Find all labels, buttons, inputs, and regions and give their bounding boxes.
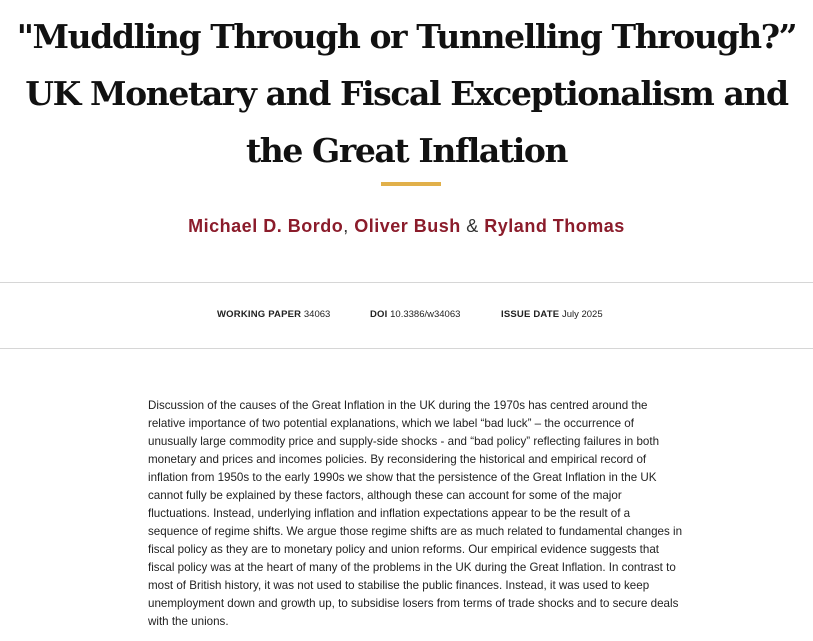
author-link-bush[interactable]: Oliver Bush (354, 216, 461, 236)
working-paper-label: WORKING PAPER (217, 309, 302, 320)
issue-date (501, 309, 603, 320)
paper-title-line: UK Monetary and Fiscal Exceptionalism and (25, 74, 788, 113)
abstract-text: Discussion of the causes of the Great Inflation in the UK during the 1970s has centred around the relative importance of two potential explanations, which we label “bad luck” – the occurrence of unusually large commodity price and supply-side shocks - and “bad policy” reflecting failures in both monetary and prices and incomes policies. By reconsidering the historical and empirical record of inflation from 1950s to the early 1990s we show that the persistence of the Great Inflation in the UK cannot fully be explained by these factors, although these can account for some of the major fluctuations. Instead, underlying inflation and inflation expectations appear to be the result of a sequence of regime shifts. We argue those regime shifts are as much related to fundamental changes in fiscal policy as they are to monetary policy and union reforms. Our empirical evidence suggests that fiscal policy was at the heart of many of the problems in the UK during the Great Inflation. In contrast to most of British history, it was not used to stabilise the public finances. Instead, it was used to keep unemployment down and growth up, to subsidise losers from terms of trade shocks and to secure deals with the unions. (148, 399, 683, 628)
doi (370, 309, 460, 320)
doi-label: DOI (370, 309, 388, 320)
section-divider (0, 348, 813, 349)
issue-date-label: ISSUE DATE (501, 309, 560, 320)
issue-date-value: July 2025 (561, 309, 603, 320)
working-paper-value: 34063 (303, 309, 331, 320)
doi-value: 10.3386/w34063 (390, 309, 461, 320)
section-divider (0, 282, 813, 283)
working-paper-number (217, 309, 330, 320)
paper-title-line: "Muddling Through or Tunnelling Through?” (16, 17, 797, 56)
author-link-thomas[interactable]: Ryland Thomas (484, 216, 625, 236)
author-link-bordo[interactable]: Michael D. Bordo (188, 216, 344, 236)
author-separator: , (343, 216, 349, 236)
author-list (0, 216, 813, 237)
title-accent-rule (381, 182, 441, 186)
paper-title-line: the Great Inflation (245, 131, 568, 170)
author-separator: & (466, 216, 479, 236)
paper-title (0, 8, 813, 179)
